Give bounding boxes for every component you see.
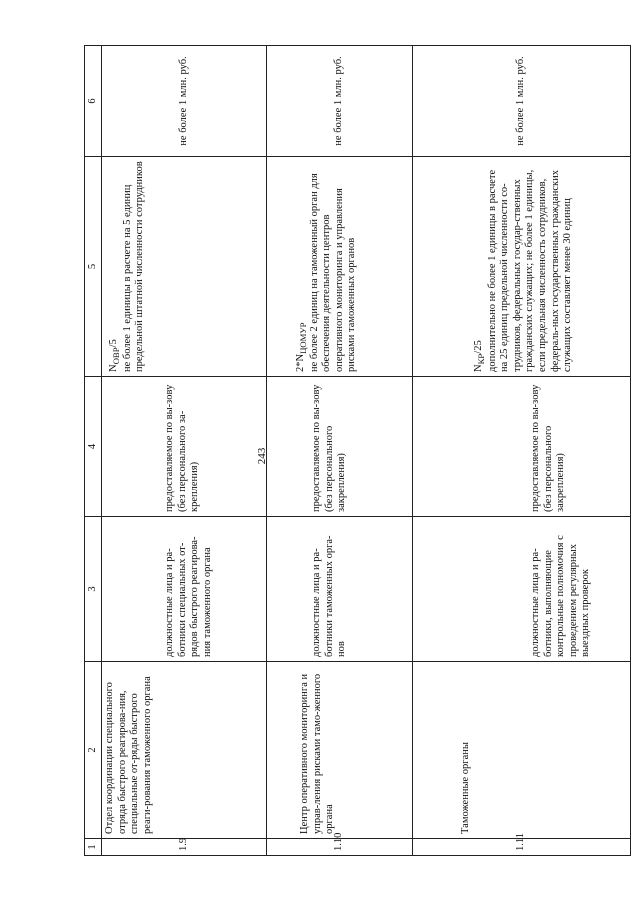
mode-cell: предоставляемое по вы-зову (без персонального за-крепления) [102,377,267,517]
header-cell: 5 [85,157,102,377]
staff-cell: должностные лица и ра-ботники, выполняющие контрольные полномочия с проведением регулярных выездных проверок [413,517,631,662]
staff-cell: должностные лица и ра-ботники специальных от-рядов быстрого реагирова-ния таможенного органа [102,517,267,662]
formula: $N_{КР}/25$ [473,340,487,372]
header-cell: 6 [85,46,102,157]
limit-cell: не более 1 млн. руб. [267,46,413,157]
unit-cell: Отдел координации специального отряда быстрого реагирова-ния, специальные от-ряды быстрого реаги-рования таможенного органа [102,662,267,839]
table-row [102,46,267,856]
unit-cell: Таможенные органы [413,662,631,839]
norm-cell: $N_{OBP}/5$ не более 1 единицы в расчете на 5 единиц предельной штатной численности сотрудников [102,157,267,377]
limit-cell: не более 1 млн. руб. [102,46,267,157]
header-cell: 3 [85,517,102,662]
unit-cell: Центр оперативного мониторинга и управ-ления рисками тамо-женного органа [267,662,413,839]
row-number: 1.10 [267,839,413,856]
header-cell: 1 [85,839,102,856]
rotated-table-container [84,46,640,856]
header-cell: 2 [85,662,102,839]
staff-cell: должностные лица и ра-ботники таможенных орга-нов [267,517,413,662]
mode-cell: предоставляемое по вы-зову (без персонального закрепления) [267,377,413,517]
row-number: 1.9 [102,839,267,856]
equipment-norms-table [84,45,631,856]
table-row [267,46,413,856]
formula: $2*N_{ЦОМУР}$ [295,322,309,372]
formula: $N_{OBP}/5$ [108,339,122,372]
norm-cell: $N_{КР}/25$ дополнительно не более 1 единицы в расчете на 25 единиц предельной численности со-трудников, федеральных государ-ственных гражданских служащих; не более 1 единицы, если предельная численность сотрудников, федераль-ных государственных гражданских служащих составляет менее 30 единиц [413,157,631,377]
page-number: 243 [256,447,268,465]
row-number: 1.11 [413,839,631,856]
mode-cell: предоставляемое по вы-зову (без персонального закрепления) [413,377,631,517]
norm-cell: $2*N_{ЦОМУР}$ не более 2 единиц на таможенный орган для обеспечения деятельности центров оперативного мониторинга и управления рисками таможенных органов [267,157,413,377]
table-row [413,46,631,856]
header-cell: 4 [85,377,102,517]
header-row [85,46,102,856]
limit-cell: не более 1 млн. руб. [413,46,631,157]
